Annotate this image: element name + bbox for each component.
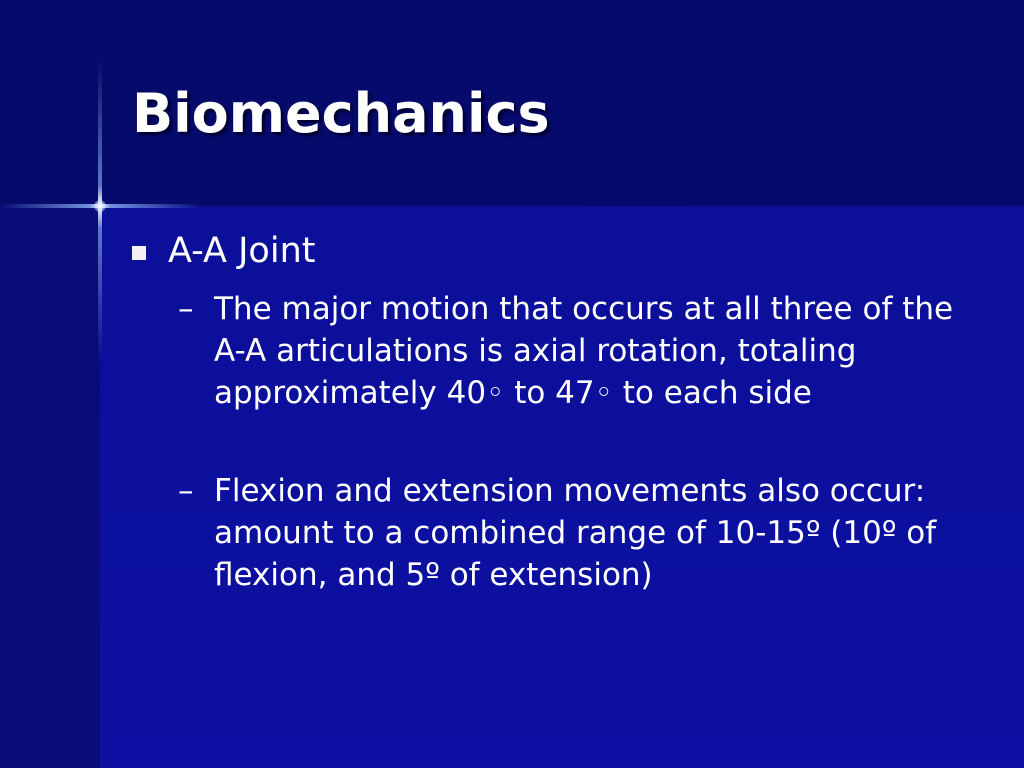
left-band [0, 206, 100, 768]
dash-bullet-icon: – [178, 291, 194, 327]
slide-title: Biomechanics [132, 82, 550, 145]
bullet-item [132, 228, 992, 274]
sub-bullet-item [178, 288, 978, 414]
bullet-label: A-A Joint [168, 231, 316, 271]
sub-bullet-text: The major motion that occurs at all three of the A-A articulations is axial rotation, totaling approximately 40◦ to 47◦ to each side [214, 291, 954, 411]
light-flare-center [94, 200, 106, 212]
square-bullet-icon [132, 246, 146, 260]
sub-bullet-text: Flexion and extension movements also occur: amount to a combined range of 10-15º (10º of flexion, and 5º of extension) [214, 473, 937, 593]
sub-bullet-item [178, 470, 978, 596]
dash-bullet-icon: – [178, 473, 194, 509]
